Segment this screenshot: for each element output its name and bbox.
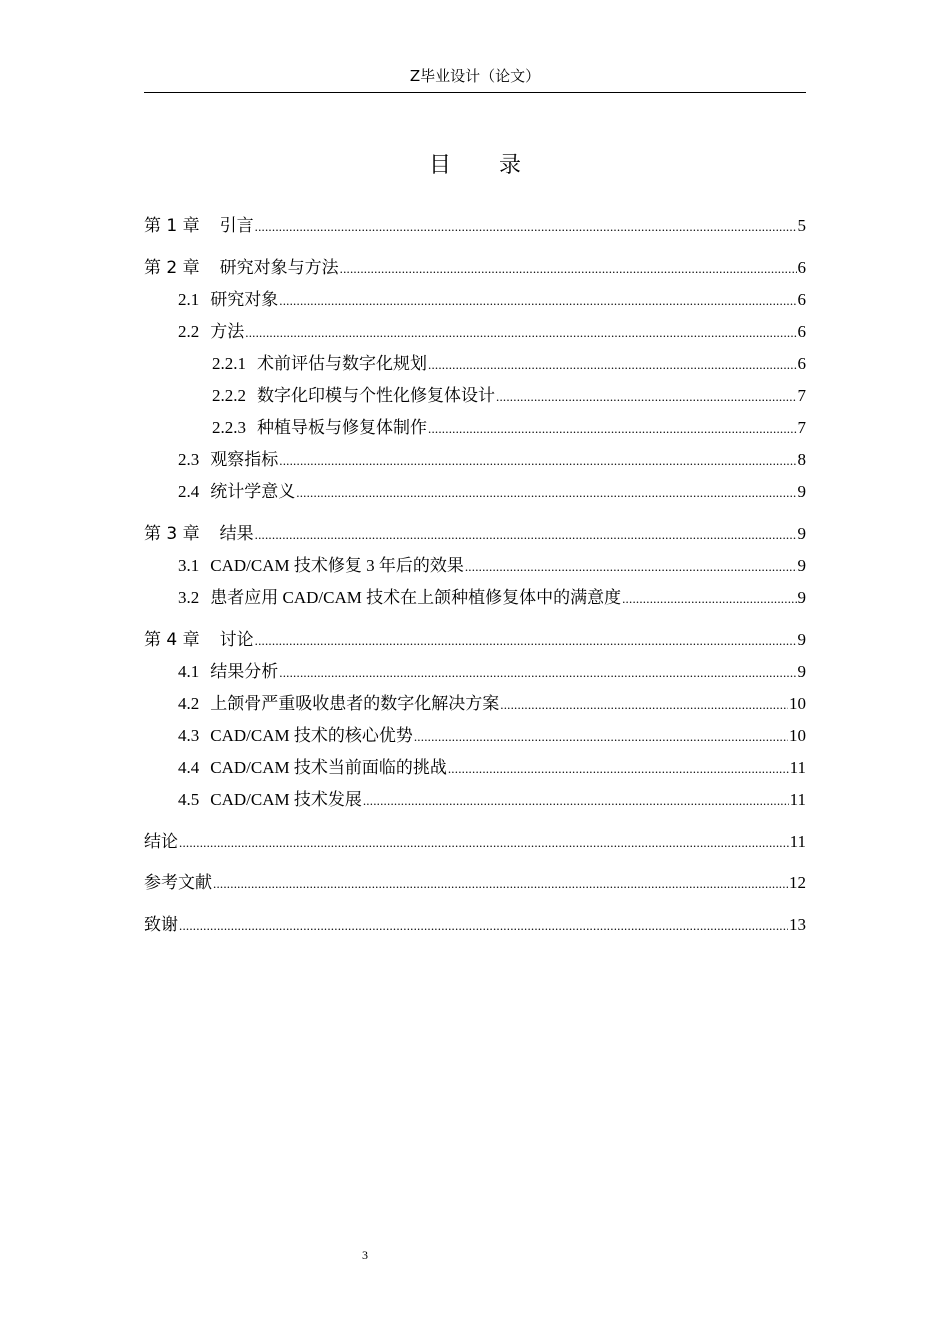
toc-text: 结果 (219, 524, 254, 544)
toc-page: 6 (797, 290, 806, 309)
toc-leader (245, 321, 796, 345)
toc-text: 种植导板与修复体制作 (257, 418, 427, 437)
toc-entry-2-4[interactable] (144, 480, 806, 505)
toc-page: 6 (797, 258, 806, 277)
toc-text: 方法 (210, 322, 245, 341)
toc-text: 统计学意义 (210, 482, 296, 501)
toc-leader (428, 417, 797, 441)
toc-leader (414, 725, 788, 749)
toc-text: 数字化印模与个性化修复体设计 (257, 386, 495, 405)
toc-entry-4-1[interactable] (144, 660, 806, 685)
toc-number: 4.4 (178, 758, 200, 777)
toc-leader (500, 693, 788, 717)
toc-entry-chapter-1[interactable] (144, 214, 806, 239)
toc-page: 11 (789, 790, 806, 809)
toc-entry-4-2[interactable] (144, 692, 806, 717)
toc-leader (279, 289, 796, 313)
toc-text: 引言 (219, 216, 254, 236)
toc-leader (255, 629, 797, 653)
toc-text: 讨论 (219, 630, 254, 650)
toc-number: 2.2 (178, 322, 200, 341)
toc-number: 2.4 (178, 482, 200, 501)
toc-page: 6 (797, 354, 806, 373)
toc-leader (255, 215, 797, 239)
toc-text: CAD/CAM 技术修复 3 年后的效果 (210, 556, 464, 575)
toc-text: 致谢 (144, 915, 178, 935)
toc-page: 5 (797, 216, 806, 235)
toc-entry-2-3[interactable] (144, 448, 806, 473)
toc-page: 8 (797, 450, 806, 469)
toc-number: 4.1 (178, 662, 200, 681)
toc-leader (213, 872, 788, 896)
toc-number: 2.3 (178, 450, 200, 469)
toc-text: 结果分析 (210, 662, 279, 681)
toc-page: 10 (789, 726, 806, 745)
toc-entry-4-4[interactable] (144, 756, 806, 781)
toc-leader (496, 385, 797, 409)
toc-leader (448, 757, 789, 781)
toc-leader (363, 789, 789, 813)
toc-number: 第 3 章 (144, 524, 200, 544)
toc-number: 2.2.2 (212, 386, 246, 405)
toc-entry-3-2[interactable] (144, 586, 806, 611)
toc-number: 2.2.3 (212, 418, 246, 437)
toc-entry-acknowledgements[interactable] (144, 913, 806, 938)
toc-entry-2-1[interactable] (144, 288, 806, 313)
toc-text: CAD/CAM 技术的核心优势 (210, 726, 413, 745)
toc-page: 12 (789, 873, 806, 892)
toc-entry-4-3[interactable] (144, 724, 806, 749)
toc-text: CAD/CAM 技术发展 (210, 790, 362, 809)
toc-number: 第 2 章 (144, 258, 200, 278)
toc-entry-4-5[interactable] (144, 788, 806, 813)
toc-page: 7 (797, 386, 806, 405)
toc-text: 参考文献 (144, 873, 212, 893)
toc-number: 第 4 章 (144, 630, 200, 650)
toc-number: 3.2 (178, 588, 200, 607)
toc-text: 观察指标 (210, 450, 279, 469)
toc-number: 4.3 (178, 726, 200, 745)
toc-text: 上颌骨严重吸收患者的数字化解决方案 (210, 694, 500, 713)
toc-entry-3-1[interactable] (144, 554, 806, 579)
toc-entry-chapter-2[interactable] (144, 256, 806, 281)
toc-page: 11 (789, 758, 806, 777)
toc-title: 目录 (428, 153, 569, 178)
toc-page: 13 (789, 915, 806, 934)
toc-page: 9 (797, 482, 806, 501)
toc-number: 4.5 (178, 790, 200, 809)
toc-entry-2-2-1[interactable] (144, 352, 806, 377)
toc-leader (622, 587, 796, 611)
toc-number: 4.2 (178, 694, 200, 713)
toc-leader (255, 523, 797, 547)
toc-entry-chapter-4[interactable] (144, 628, 806, 653)
toc-text: 研究对象与方法 (219, 258, 339, 278)
toc-number: 2.1 (178, 290, 200, 309)
toc-page: 10 (789, 694, 806, 713)
toc-entry-conclusion[interactable] (144, 830, 806, 855)
toc-text: 患者应用 CAD/CAM 技术在上颌种植修复体中的满意度 (210, 588, 622, 607)
header-text: Z毕业设计（论文） (409, 67, 541, 85)
toc-page: 11 (789, 832, 806, 851)
toc-entry-2-2-2[interactable] (144, 384, 806, 409)
toc-number: 第 1 章 (144, 216, 200, 236)
toc-entry-chapter-3[interactable] (144, 522, 806, 547)
toc-text: 术前评估与数字化规划 (257, 354, 427, 373)
toc-number: 3.1 (178, 556, 200, 575)
toc-entry-2-2-3[interactable] (144, 416, 806, 441)
toc-entry-2-2[interactable] (144, 320, 806, 345)
toc-text: CAD/CAM 技术当前面临的挑战 (210, 758, 447, 777)
toc-text: 研究对象 (210, 290, 279, 309)
toc-entry-references[interactable] (144, 871, 806, 896)
page-number: 3 (362, 1248, 368, 1262)
toc-leader (465, 555, 797, 579)
toc-leader (340, 257, 797, 281)
toc-page: 6 (797, 322, 806, 341)
toc-page: 9 (797, 524, 806, 543)
toc-leader (279, 449, 796, 473)
toc-leader (179, 914, 788, 938)
toc-leader (279, 661, 796, 685)
toc-page: 9 (797, 662, 806, 681)
toc-leader (296, 481, 796, 505)
toc-page: 9 (797, 556, 806, 575)
page-header (144, 66, 806, 93)
toc-number: 2.2.1 (212, 354, 246, 373)
toc-leader (428, 353, 797, 377)
toc-text: 结论 (144, 832, 178, 852)
toc-page: 9 (797, 630, 806, 649)
toc-page: 9 (797, 588, 806, 607)
toc-leader (179, 831, 789, 855)
toc-page: 7 (797, 418, 806, 437)
